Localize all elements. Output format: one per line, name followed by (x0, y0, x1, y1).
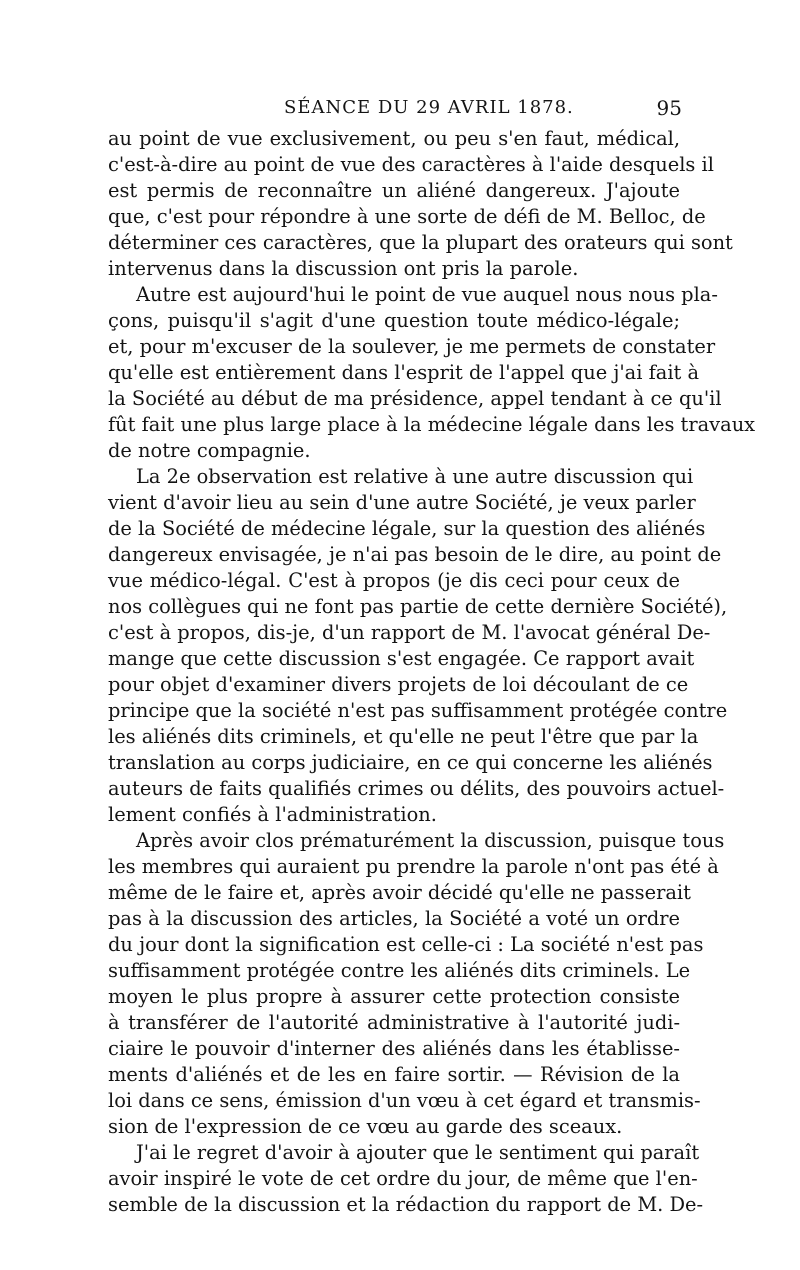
text-line: de la Société de médecine légale, sur la question des aliénés (108, 517, 706, 540)
text-line: avoir inspiré le vote de cet ordre du jour, de même que l'en- (108, 1167, 698, 1190)
text-line: les aliénés dits criminels, et qu'elle ne peut l'être que par la (108, 725, 699, 748)
text-line: J'ai le regret d'avoir à ajouter que le sentiment qui paraît (136, 1141, 700, 1164)
page-header (108, 92, 688, 124)
text-line: ciaire le pouvoir d'interner des aliénés dans les établisse- (108, 1037, 680, 1060)
text-line: vue médico-légal. C'est à propos (je dis ceci pour ceux de (108, 569, 680, 592)
text-line: semble de la discussion et la rédaction du rapport de M. De- (108, 1193, 704, 1216)
text-line: vient d'avoir lieu au sein d'une autre Société, je veux parler (108, 491, 696, 514)
running-title: SÉANCE DU 29 AVRIL 1878. (284, 97, 574, 118)
text-line: pour objet d'examiner divers projets de loi découlant de ce (108, 673, 689, 696)
text-line: dangereux envisagée, je n'ai pas besoin de le dire, au point de (108, 543, 722, 566)
text-line: déterminer ces caractères, que la plupart des orateurs qui sont (108, 231, 733, 254)
text-line: c'est à propos, dis-je, d'un rapport de M. l'avocat général De- (108, 621, 711, 644)
text-line: loi dans ce sens, émission d'un vœu à cet égard et transmis- (108, 1089, 701, 1112)
text-line: fût fait une plus large place à la médecine légale dans les travaux (108, 413, 756, 436)
text-line: de notre compagnie. (108, 439, 311, 462)
text-line: pas à la discussion des articles, la Société a voté un ordre (108, 907, 680, 930)
text-line: auteurs de faits qualifiés crimes ou délits, des pouvoirs actuel- (108, 777, 725, 800)
text-line: nos collègues qui ne font pas partie de cette dernière Société), (108, 595, 728, 618)
text-line: à transférer de l'autorité administrative à l'autorité judi- (108, 1011, 680, 1034)
text-line: suffisamment protégée contre les aliénés dits criminels. Le (108, 959, 691, 982)
text-line: Après avoir clos prématurément la discussion, puisque tous (136, 829, 725, 852)
text-line: intervenus dans la discussion ont pris la parole. (108, 257, 579, 280)
text-line: sion de l'expression de ce vœu au garde des sceaux. (108, 1115, 623, 1138)
text-body (108, 126, 756, 1218)
text-line: c'est-à-dire au point de vue des caractères à l'aide desquels il (108, 153, 714, 176)
text-line: moyen le plus propre à assurer cette protection consiste (108, 985, 680, 1008)
text-line: Autre est aujourd'hui le point de vue auquel nous nous pla- (136, 283, 718, 306)
text-line: La 2e observation est relative à une autre discussion qui (136, 465, 694, 488)
text-line: les membres qui auraient pu prendre la parole n'ont pas été à (108, 855, 719, 878)
text-line: est permis de reconnaître un aliéné dangereux. J'ajoute (108, 179, 680, 202)
text-line: çons, puisqu'il s'agit d'une question toute médico-légale; (108, 309, 680, 332)
text-line: mange que cette discussion s'est engagée. Ce rapport avait (108, 647, 695, 670)
text-line: qu'elle est entièrement dans l'esprit de l'appel que j'ai fait à (108, 361, 700, 384)
text-line: même de le faire et, après avoir décidé qu'elle ne passerait (108, 881, 691, 904)
text-line: ments d'aliénés et de les en faire sortir. — Révision de la (108, 1063, 680, 1086)
text-line: lement confiés à l'administration. (108, 803, 437, 826)
text-line: translation au corps judiciaire, en ce qui concerne les aliénés (108, 751, 713, 774)
text-line: au point de vue exclusivement, ou peu s'en faut, médical, (108, 127, 680, 150)
text-line: et, pour m'excuser de la soulever, je me permets de constater (108, 335, 716, 358)
text-line: principe que la société n'est pas suffisamment protégée contre (108, 699, 728, 722)
page-number: 95 (656, 96, 682, 120)
text-line: du jour dont la signification est celle-ci : La société n'est pas (108, 933, 704, 956)
text-line: que, c'est pour répondre à une sorte de défi de M. Belloc, de (108, 205, 706, 228)
text-line: la Société au début de ma présidence, appel tendant à ce qu'il (108, 387, 722, 410)
